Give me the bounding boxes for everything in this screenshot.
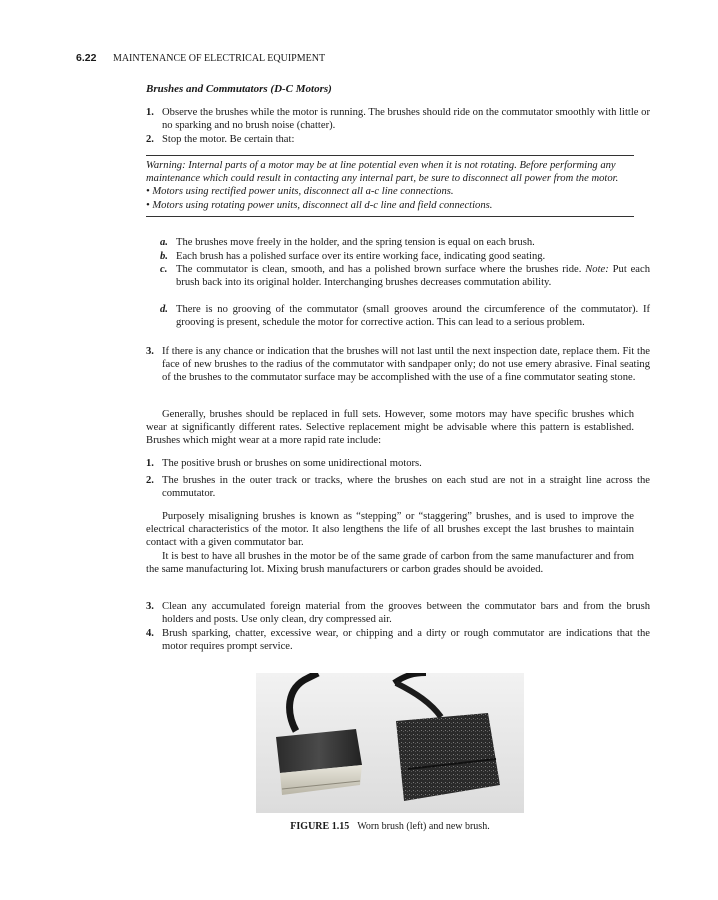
paragraph-carbon-grade: It is best to have all brushes in the motor be of the same grade of carbon from the same manufacturer and from the same manufacturing lot. Mixing brush manufacturers or carbon grades should be avoided. (146, 551, 634, 576)
step-text: Stop the motor. Be certain that: (162, 134, 295, 145)
check-text: The brushes move freely in the holder, and the spring tension is equal on each brush. (176, 237, 535, 248)
brush-photo (256, 673, 524, 813)
check-letter: c. (160, 264, 168, 275)
running-header (76, 52, 325, 64)
section-title: Brushes and Commutators (D-C Motors) (146, 83, 332, 95)
warning-box (146, 155, 634, 217)
wear-item-2 (146, 474, 650, 500)
step-2 (146, 133, 650, 146)
step-clean (146, 600, 650, 626)
paragraph-stepping: Purposely misaligning brushes is known as “stepping” or “staggering” brushes, and is used to improve the electrical characteristics of the motor. It also lengthens the life of all brushes except the last brushes to maintain contact with a given commutator bar. (146, 511, 634, 549)
warning-bullet: • Motors using rotating power units, disconnect all d-c line and field connections. (146, 199, 493, 211)
item-text: The positive brush or brushes on some unidirectional motors. (162, 458, 422, 469)
warning-bullet: • Motors using rectified power units, disconnect all a-c line connections. (146, 186, 454, 198)
step-number: 3. (146, 601, 154, 612)
check-c (160, 263, 650, 289)
warning-text: Warning: Internal parts of a motor may be at line potential even when it is not rotating. Before performing any maintenance which could result in contacting any internal part, be sure to disconnect all power from the motor. (146, 160, 619, 185)
step-1 (146, 106, 650, 132)
figure-caption (146, 821, 634, 832)
figure-caption-text: Worn brush (left) and new brush. (357, 821, 490, 832)
item-number: 1. (146, 458, 154, 469)
worn-brush (276, 729, 362, 795)
figure-label: FIGURE 1.15 (290, 821, 350, 832)
step-3 (146, 345, 650, 385)
check-text: There is no grooving of the commutator (small grooves around the circumference of the commutator). If grooving is present, schedule the motor for corrective action. This can lead to a serious problem. (176, 304, 650, 329)
item-text: The brushes in the outer track or tracks, where the brushes on each stud are not in a straight line across the commutator. (162, 475, 650, 500)
check-a (160, 236, 650, 249)
check-text: The commutator is clean, smooth, and has a polished brown surface where the brushes ride. (176, 264, 582, 275)
step-number: 2. (146, 134, 154, 145)
step-number: 3. (146, 346, 154, 357)
check-letter: d. (160, 304, 168, 315)
check-letter: a. (160, 237, 168, 248)
check-letter: b. (160, 251, 168, 262)
step-text: Clean any accumulated foreign material from the grooves between the commutator bars and from the brush holders and posts. Use only clean, dry compressed air. (162, 601, 650, 626)
note-text: Put each brush back into its original holder. Interchanging brushes decreases commutation ability. (176, 264, 651, 289)
step-number: 1. (146, 107, 154, 118)
step-text: Brush sparking, chatter, excessive wear, or chipping and a dirty or rough commutator are indications that the motor requires prompt service. (162, 628, 650, 653)
step-number: 4. (146, 628, 154, 639)
brush-illustration (256, 673, 524, 813)
running-title: MAINTENANCE OF ELECTRICAL EQUIPMENT (112, 53, 326, 64)
check-d (160, 303, 650, 329)
step-service (146, 627, 650, 653)
item-number: 2. (146, 475, 154, 486)
step-text: Observe the brushes while the motor is running. The brushes should ride on the commutator smoothly with little or no sparking and no brush noise (chatter). (162, 107, 650, 132)
step-text: If there is any chance or indication that the brushes will not last until the next inspection date, replace them. Fit the face of new brushes to the radius of the commutator with sandpaper only; do not use emery abrasive. Final seating of the brushes to the commutator surface may be accomplished with the use of a fine commutator seating stone. (162, 346, 650, 384)
wear-item-1 (146, 457, 650, 470)
note-label: Note: (585, 264, 609, 275)
page-number: 6.22 (76, 52, 97, 64)
check-text: Each brush has a polished surface over its entire working face, indicating good seating. (176, 251, 546, 262)
check-b (160, 250, 650, 263)
paragraph-replacement: Generally, brushes should be replaced in full sets. However, some motors may have specific brushes which wear at significantly different rates. Selective replacement might be advisable where this pattern is established. Brushes which might wear at a more rapid rate include: (146, 409, 634, 447)
